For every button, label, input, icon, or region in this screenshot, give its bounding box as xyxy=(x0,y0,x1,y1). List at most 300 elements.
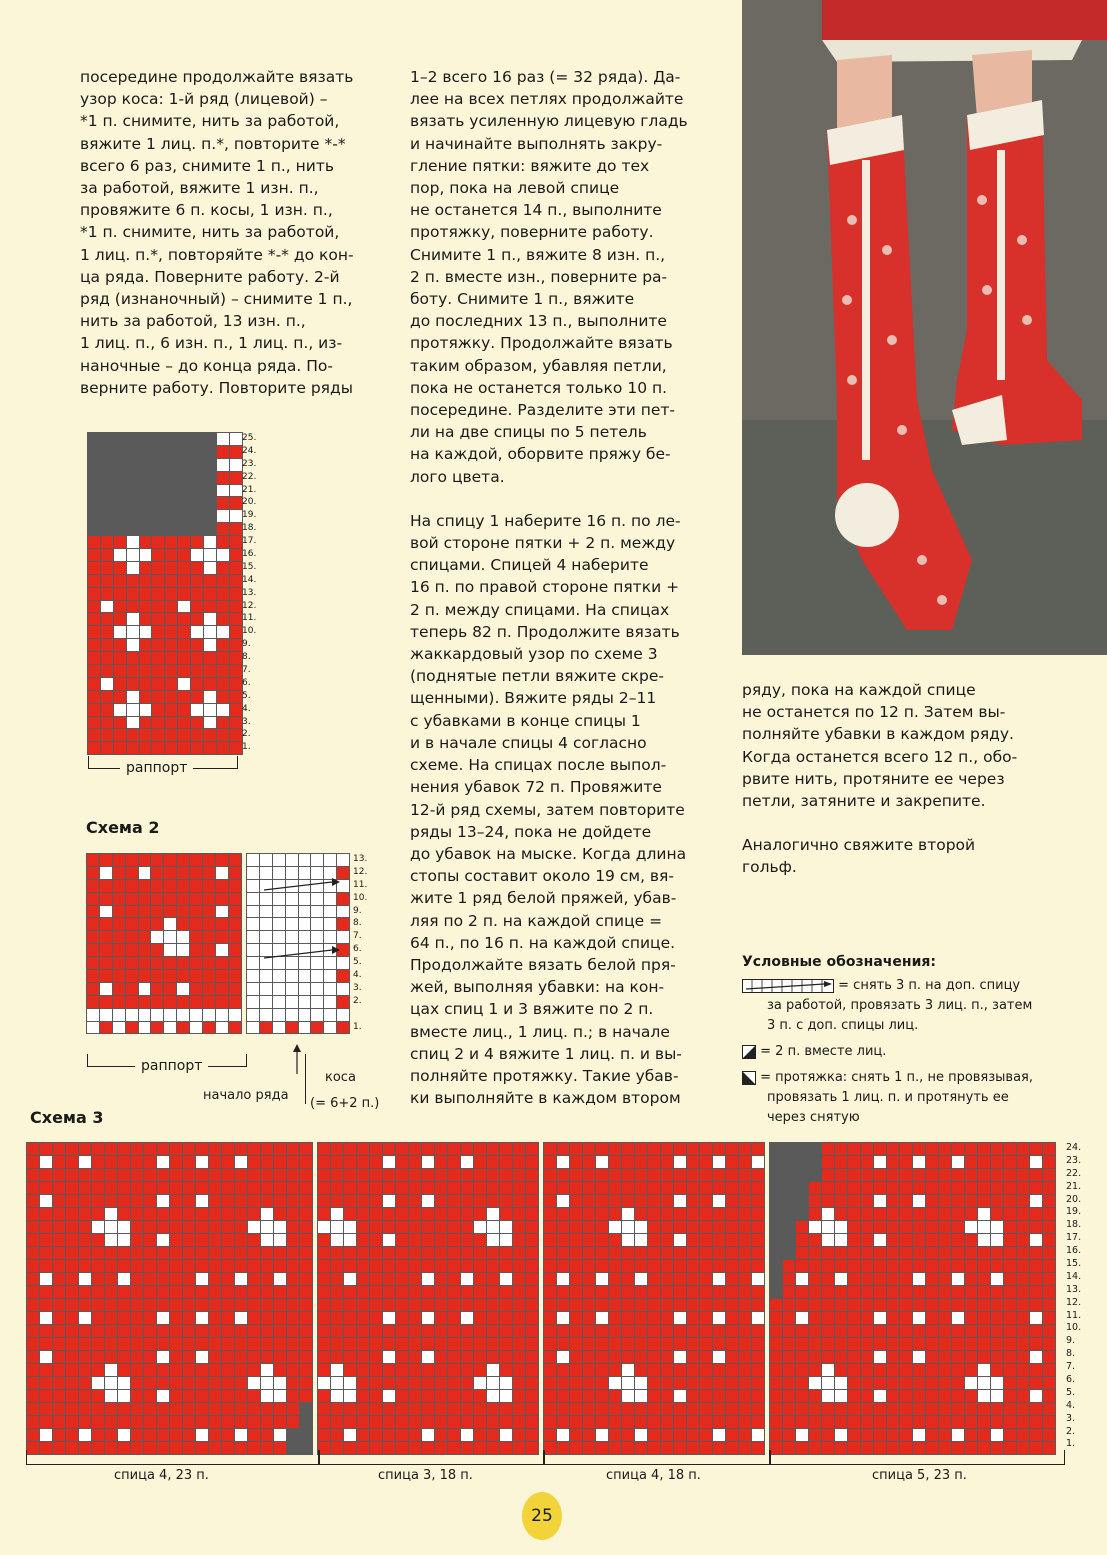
chart-cell xyxy=(848,1390,860,1402)
chart-cell xyxy=(557,1312,569,1324)
chart-cell xyxy=(770,1390,782,1402)
text-line: до убавок на мыске. Когда длина xyxy=(410,844,687,863)
chart-cell xyxy=(622,1312,634,1324)
chart-cell xyxy=(222,1351,234,1363)
chart-cell xyxy=(248,1377,260,1389)
chart-cell xyxy=(700,1273,712,1285)
chart-cell xyxy=(165,639,177,651)
chart-cell xyxy=(114,523,126,535)
chart-cell xyxy=(965,1325,977,1337)
scheme-3-bracket-4 xyxy=(769,1450,1065,1465)
chart-cell xyxy=(752,1234,764,1246)
chart-cell xyxy=(118,1325,130,1337)
chart-cell xyxy=(217,575,229,587)
chart-cell xyxy=(570,1234,582,1246)
chart-cell xyxy=(848,1273,860,1285)
chart-cell xyxy=(140,704,152,716)
chart-cell xyxy=(230,562,242,574)
chart-cell xyxy=(261,1377,273,1389)
chart-cell xyxy=(152,704,164,716)
chart-cell xyxy=(900,1416,912,1428)
chart-cell xyxy=(609,1364,621,1376)
text-line: вязать усиленную лицевую гладь xyxy=(410,112,688,131)
chart-cell xyxy=(209,1273,221,1285)
chart-cell xyxy=(261,1260,273,1272)
chart-cell xyxy=(113,854,125,866)
chart-cell xyxy=(157,1143,169,1155)
chart-cell xyxy=(27,1169,39,1181)
chart-cell xyxy=(622,1247,634,1259)
chart-cell xyxy=(261,1286,273,1298)
chart-cell xyxy=(900,1377,912,1389)
chart-cell xyxy=(113,893,125,905)
chart-cell xyxy=(1030,1390,1042,1402)
chart-cell xyxy=(861,1299,873,1311)
chart-cell xyxy=(513,1351,525,1363)
chart-cell xyxy=(583,1299,595,1311)
chart-cell xyxy=(526,1416,538,1428)
chart-cell xyxy=(204,497,216,509)
chart-cell xyxy=(217,588,229,600)
chart-cell xyxy=(622,1169,634,1181)
row-number: 12. xyxy=(1066,1296,1082,1308)
chart-cell xyxy=(53,1247,65,1259)
text-line: рвите нить, протяните ее через xyxy=(742,769,1005,788)
chart-cell xyxy=(190,983,202,995)
chart-cell xyxy=(131,1286,143,1298)
chart-cell xyxy=(66,1429,78,1441)
chart-cell xyxy=(926,1377,938,1389)
legend-item-braid xyxy=(742,976,1082,1036)
chart-cell xyxy=(513,1273,525,1285)
chart-cell xyxy=(274,1195,286,1207)
chart-cell xyxy=(1043,1182,1055,1194)
chart-cell xyxy=(913,1169,925,1181)
chart-cell xyxy=(739,1416,751,1428)
chart-cell xyxy=(140,472,152,484)
chart-cell xyxy=(118,1143,130,1155)
chart-cell xyxy=(87,918,99,930)
chart-cell xyxy=(1017,1286,1029,1298)
chart-cell xyxy=(809,1351,821,1363)
chart-cell xyxy=(1030,1364,1042,1376)
chart-cell xyxy=(848,1169,860,1181)
chart-cell xyxy=(435,1312,447,1324)
chart-cell xyxy=(1004,1273,1016,1285)
chart-cell xyxy=(203,970,215,982)
chart-cell xyxy=(661,1403,673,1415)
scheme-3-label-2: спица 3, 18 п. xyxy=(378,1468,473,1483)
chart-cell xyxy=(357,1338,369,1350)
chart-cell xyxy=(222,1312,234,1324)
chart-cell xyxy=(204,485,216,497)
text-line: Снимите 1 п., вяжите 8 изн. п., xyxy=(410,245,666,264)
chart-cell xyxy=(140,485,152,497)
chart-cell xyxy=(140,601,152,613)
chart-cell xyxy=(170,1195,182,1207)
chart-cell xyxy=(965,1338,977,1350)
chart-cell xyxy=(596,1286,608,1298)
chart-cell xyxy=(570,1143,582,1155)
text-line: ки выполняйте в каждом втором xyxy=(410,1089,681,1108)
chart-cell xyxy=(848,1182,860,1194)
chart-cell xyxy=(887,1208,899,1220)
chart-cell xyxy=(217,446,229,458)
chart-cell xyxy=(261,1429,273,1441)
chart-cell xyxy=(177,970,189,982)
chart-cell xyxy=(474,1286,486,1298)
scheme-3-label-3: спица 4, 18 п. xyxy=(606,1468,701,1483)
chart-cell xyxy=(422,1260,434,1272)
chart-cell xyxy=(216,854,228,866)
chart-cell xyxy=(40,1208,52,1220)
chart-cell xyxy=(557,1403,569,1415)
chart-cell xyxy=(177,944,189,956)
chart-cell xyxy=(609,1429,621,1441)
chart-cell xyxy=(66,1286,78,1298)
chart-cell xyxy=(79,1286,91,1298)
chart-cell xyxy=(196,1169,208,1181)
chart-cell xyxy=(383,1221,395,1233)
chart-cell xyxy=(874,1312,886,1324)
chart-cell xyxy=(88,472,100,484)
chart-cell xyxy=(118,1299,130,1311)
chart-cell xyxy=(674,1403,686,1415)
chart-cell xyxy=(887,1169,899,1181)
chart-cell xyxy=(247,983,259,995)
chart-cell xyxy=(1004,1377,1016,1389)
chart-cell xyxy=(235,1260,247,1272)
chart-cell xyxy=(739,1351,751,1363)
chart-cell xyxy=(331,1377,343,1389)
chart-cell xyxy=(235,1247,247,1259)
chart-cell xyxy=(88,704,100,716)
chart-cell xyxy=(204,510,216,522)
chart-cell xyxy=(344,1182,356,1194)
chart-cell xyxy=(726,1338,738,1350)
chart-cell xyxy=(144,1351,156,1363)
chart-cell xyxy=(331,1260,343,1272)
chart-cell xyxy=(952,1286,964,1298)
chart-cell xyxy=(861,1416,873,1428)
chart-cell xyxy=(783,1195,795,1207)
chart-cell xyxy=(203,893,215,905)
chart-cell xyxy=(118,1338,130,1350)
chart-cell xyxy=(344,1143,356,1155)
chart-cell xyxy=(726,1390,738,1402)
chart-cell xyxy=(209,1416,221,1428)
chart-cell xyxy=(126,867,138,879)
chart-cell xyxy=(217,536,229,548)
chart-cell xyxy=(926,1182,938,1194)
chart-cell xyxy=(835,1247,847,1259)
chart-cell xyxy=(331,1312,343,1324)
chart-cell xyxy=(557,1156,569,1168)
chart-cell xyxy=(409,1390,421,1402)
chart-cell xyxy=(526,1351,538,1363)
chart-cell xyxy=(557,1260,569,1272)
chart-cell xyxy=(229,893,241,905)
chart-cell xyxy=(726,1325,738,1337)
chart-cell xyxy=(809,1208,821,1220)
chart-cell xyxy=(770,1234,782,1246)
chart-cell xyxy=(487,1182,499,1194)
chart-cell xyxy=(331,1169,343,1181)
chart-cell xyxy=(822,1156,834,1168)
chart-cell xyxy=(318,1377,330,1389)
chart-cell xyxy=(965,1403,977,1415)
chart-cell xyxy=(609,1260,621,1272)
chart-cell xyxy=(796,1169,808,1181)
chart-cell xyxy=(230,652,242,664)
chart-cell xyxy=(152,459,164,471)
chart-cell xyxy=(422,1299,434,1311)
chart-cell xyxy=(248,1221,260,1233)
chart-cell xyxy=(101,742,113,754)
chart-cell xyxy=(396,1312,408,1324)
chart-cell xyxy=(687,1299,699,1311)
chart-cell xyxy=(216,983,228,995)
chart-cell xyxy=(809,1156,821,1168)
chart-cell xyxy=(500,1416,512,1428)
scheme-2-braid-arrows xyxy=(262,870,342,970)
chart-cell xyxy=(287,1390,299,1402)
chart-cell xyxy=(648,1390,660,1402)
chart-cell xyxy=(752,1273,764,1285)
row-number: 23. xyxy=(242,458,257,469)
chart-cell xyxy=(926,1403,938,1415)
chart-cell xyxy=(913,1286,925,1298)
chart-cell xyxy=(183,1416,195,1428)
chart-cell xyxy=(435,1390,447,1402)
chart-cell xyxy=(40,1403,52,1415)
chart-cell xyxy=(127,601,139,613)
chart-cell xyxy=(311,996,323,1008)
chart-cell xyxy=(151,996,163,1008)
chart-cell xyxy=(140,549,152,561)
chart-cell xyxy=(247,906,259,918)
chart-cell xyxy=(27,1234,39,1246)
text-line: спиц 2 и 4 вяжите 1 лиц. п. и вы- xyxy=(410,1044,682,1063)
chart-cell xyxy=(157,1182,169,1194)
chart-cell xyxy=(661,1208,673,1220)
chart-cell xyxy=(131,1234,143,1246)
chart-cell xyxy=(900,1143,912,1155)
row-number: 21. xyxy=(242,484,257,495)
text-line: Продолжайте вязать белой пря- xyxy=(410,955,676,974)
chart-cell xyxy=(170,1390,182,1402)
chart-cell xyxy=(783,1273,795,1285)
chart-cell xyxy=(448,1260,460,1272)
chart-cell xyxy=(700,1325,712,1337)
chart-cell xyxy=(131,1182,143,1194)
chart-cell xyxy=(557,1325,569,1337)
chart-cell xyxy=(100,970,112,982)
chart-cell xyxy=(474,1364,486,1376)
chart-cell xyxy=(461,1221,473,1233)
chart-cell xyxy=(222,1182,234,1194)
chart-cell xyxy=(596,1208,608,1220)
chart-cell xyxy=(287,1286,299,1298)
chart-cell xyxy=(1043,1299,1055,1311)
chart-cell xyxy=(196,1208,208,1220)
text-line: На спицу 1 наберите 16 п. по ле- xyxy=(410,511,681,530)
chart-cell xyxy=(835,1416,847,1428)
chart-cell xyxy=(27,1416,39,1428)
chart-cell xyxy=(79,1299,91,1311)
chart-cell xyxy=(887,1260,899,1272)
chart-cell xyxy=(170,1377,182,1389)
chart-cell xyxy=(796,1312,808,1324)
chart-cell xyxy=(165,549,177,561)
chart-cell xyxy=(217,729,229,741)
chart-cell xyxy=(88,626,100,638)
chart-cell xyxy=(965,1208,977,1220)
chart-cell xyxy=(286,983,298,995)
chart-cell xyxy=(204,562,216,574)
chart-cell xyxy=(126,944,138,956)
chart-cell xyxy=(713,1247,725,1259)
chart-cell xyxy=(114,549,126,561)
chart-cell xyxy=(131,1377,143,1389)
chart-cell xyxy=(1017,1234,1029,1246)
chart-cell xyxy=(216,880,228,892)
chart-cell xyxy=(1030,1208,1042,1220)
chart-cell xyxy=(318,1286,330,1298)
chart-cell xyxy=(583,1364,595,1376)
chart-cell xyxy=(396,1195,408,1207)
chart-cell xyxy=(88,497,100,509)
chart-cell xyxy=(140,459,152,471)
chart-cell xyxy=(196,1416,208,1428)
chart-cell xyxy=(170,1234,182,1246)
chart-cell xyxy=(139,867,151,879)
text-line: *1 п. снимите, нить за работой, xyxy=(80,112,340,131)
chart-cell xyxy=(526,1312,538,1324)
chart-cell xyxy=(230,639,242,651)
chart-cell xyxy=(152,626,164,638)
chart-cell xyxy=(739,1377,751,1389)
chart-cell xyxy=(713,1286,725,1298)
chart-cell xyxy=(203,854,215,866)
chart-cell xyxy=(331,1208,343,1220)
chart-cell xyxy=(965,1416,977,1428)
chart-cell xyxy=(544,1403,556,1415)
chart-cell xyxy=(183,1286,195,1298)
chart-cell xyxy=(101,601,113,613)
chart-cell xyxy=(822,1234,834,1246)
chart-cell xyxy=(474,1156,486,1168)
chart-cell xyxy=(965,1312,977,1324)
chart-cell xyxy=(648,1182,660,1194)
chart-cell xyxy=(926,1286,938,1298)
chart-cell xyxy=(87,957,99,969)
chart-cell xyxy=(526,1195,538,1207)
chart-cell xyxy=(887,1416,899,1428)
chart-cell xyxy=(1017,1143,1029,1155)
chart-cell xyxy=(287,1234,299,1246)
chart-cell xyxy=(926,1247,938,1259)
chart-cell xyxy=(203,931,215,943)
chart-cell xyxy=(622,1416,634,1428)
chart-cell xyxy=(131,1403,143,1415)
chart-cell xyxy=(178,510,190,522)
row-number: 21. xyxy=(1066,1180,1082,1192)
chart-cell xyxy=(835,1234,847,1246)
chart-cell xyxy=(92,1234,104,1246)
chart-cell xyxy=(396,1351,408,1363)
chart-cell xyxy=(635,1338,647,1350)
chart-cell xyxy=(209,1286,221,1298)
chart-cell xyxy=(435,1325,447,1337)
chart-cell xyxy=(40,1312,52,1324)
chart-cell xyxy=(687,1273,699,1285)
chart-cell xyxy=(487,1312,499,1324)
chart-cell xyxy=(796,1273,808,1285)
chart-cell xyxy=(190,918,202,930)
chart-cell xyxy=(557,1429,569,1441)
column-2 xyxy=(410,66,740,1109)
chart-cell xyxy=(900,1351,912,1363)
legend-item-k2tog xyxy=(742,1042,1082,1062)
chart-cell xyxy=(196,1364,208,1376)
chart-cell xyxy=(952,1169,964,1181)
chart-cell xyxy=(101,459,113,471)
chart-cell xyxy=(287,1195,299,1207)
chart-cell xyxy=(848,1260,860,1272)
chart-cell xyxy=(370,1260,382,1272)
chart-cell xyxy=(331,1195,343,1207)
chart-cell xyxy=(151,957,163,969)
chart-cell xyxy=(635,1429,647,1441)
chart-cell xyxy=(183,1403,195,1415)
chart-cell xyxy=(700,1403,712,1415)
chart-cell xyxy=(337,996,349,1008)
chart-cell xyxy=(874,1143,886,1155)
chart-cell xyxy=(79,1143,91,1155)
chart-cell xyxy=(874,1273,886,1285)
chart-cell xyxy=(260,1022,272,1034)
chart-cell xyxy=(27,1260,39,1272)
chart-cell xyxy=(609,1390,621,1402)
chart-cell xyxy=(152,639,164,651)
chart-cell xyxy=(661,1195,673,1207)
chart-cell xyxy=(165,588,177,600)
row-number: 10. xyxy=(1066,1322,1082,1334)
chart-cell xyxy=(796,1221,808,1233)
chart-cell xyxy=(248,1247,260,1259)
chart-cell xyxy=(79,1390,91,1402)
chart-cell xyxy=(635,1169,647,1181)
chart-cell xyxy=(1043,1338,1055,1350)
chart-cell xyxy=(1043,1208,1055,1220)
chart-cell xyxy=(87,944,99,956)
chart-cell xyxy=(448,1221,460,1233)
chart-cell xyxy=(796,1377,808,1389)
chart-cell xyxy=(144,1208,156,1220)
chart-cell xyxy=(318,1351,330,1363)
chart-cell xyxy=(770,1273,782,1285)
chart-cell xyxy=(752,1416,764,1428)
chart-cell xyxy=(183,1195,195,1207)
chart-cell xyxy=(526,1260,538,1272)
chart-cell xyxy=(140,433,152,445)
chart-cell xyxy=(900,1364,912,1376)
chart-cell xyxy=(835,1364,847,1376)
scheme-1-grid xyxy=(87,432,243,755)
chart-cell xyxy=(170,1364,182,1376)
chart-cell xyxy=(513,1169,525,1181)
